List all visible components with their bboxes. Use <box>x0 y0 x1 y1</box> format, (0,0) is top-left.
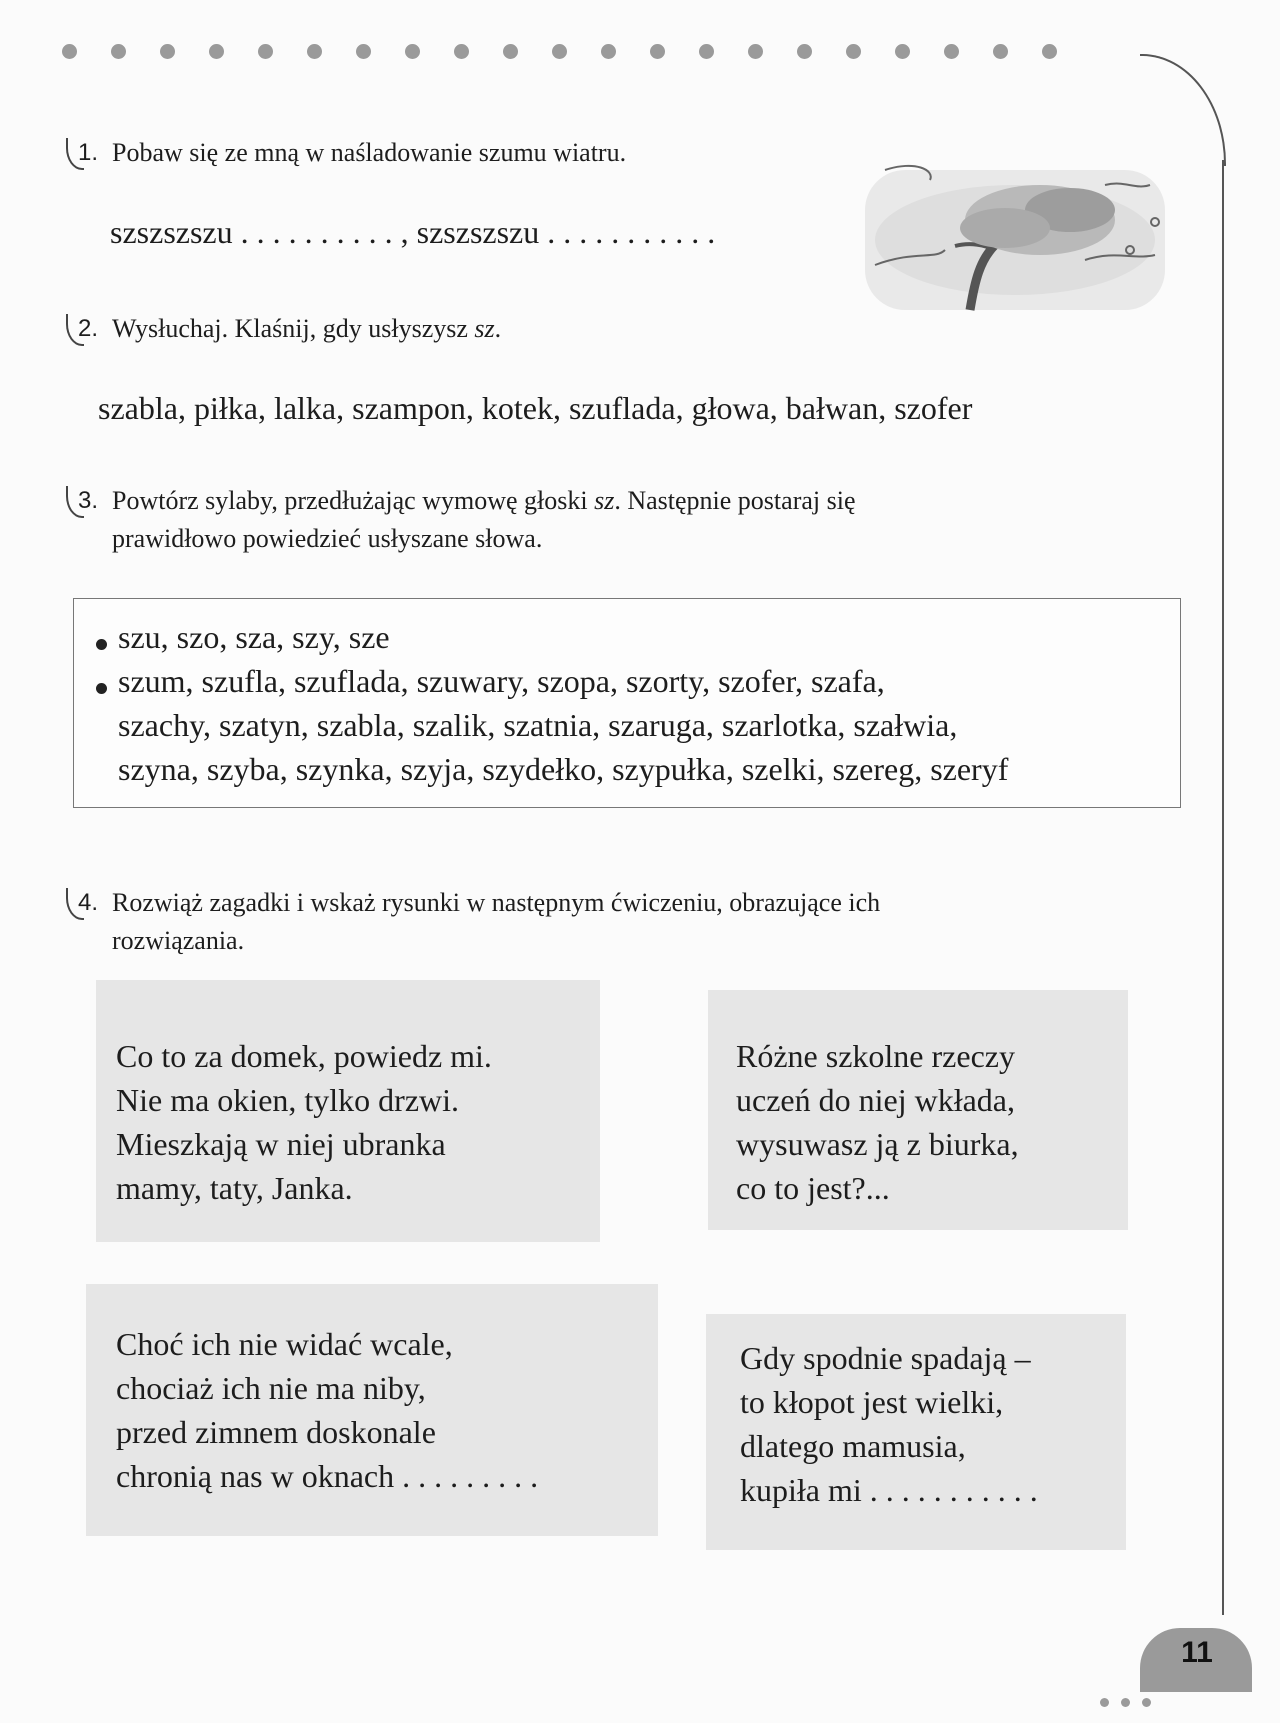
riddle-line: Gdy spodnie spadają – <box>740 1340 1031 1376</box>
decor-dot <box>307 44 322 59</box>
riddle-line: chociaż ich nie ma niby, <box>116 1370 426 1406</box>
decor-dot <box>160 44 175 59</box>
decor-dot <box>1121 1698 1130 1707</box>
decor-dot <box>454 44 469 59</box>
decor-dot <box>552 44 567 59</box>
decor-dot <box>797 44 812 59</box>
wind-sound-line: szszszszu . . . . . . . . . . , szszszszu . . . . . . . . . . . <box>110 214 716 250</box>
sound-sz: sz <box>474 314 495 343</box>
bullet <box>96 683 107 694</box>
exercise-number: 1. <box>78 139 99 166</box>
instruction-text: Powtórz sylaby, przedłużając wymowę głoski <box>112 486 595 515</box>
exercise-instruction-line2: prawidłowo powiedzieć usłyszane słowa. <box>112 524 543 553</box>
decor-dot <box>748 44 763 59</box>
riddle-line: Różne szkolne rzeczy <box>736 1038 1015 1074</box>
decor-dot <box>650 44 665 59</box>
exercise-instruction <box>112 310 501 348</box>
decor-dot <box>601 44 616 59</box>
exercise-number: 4. <box>78 889 99 916</box>
riddle-line: kupiła mi . . . . . . . . . . . <box>740 1472 1038 1508</box>
wind-tree-illustration <box>855 150 1175 320</box>
riddle-line: wysuwasz ją z biurka, <box>736 1126 1019 1162</box>
decor-dot <box>699 44 714 59</box>
bullet <box>96 639 107 650</box>
decor-dot <box>1100 1698 1109 1707</box>
riddle-line: Co to za domek, powiedz mi. <box>116 1038 492 1074</box>
instruction-end: . <box>494 314 502 343</box>
riddle-line: chronią nas w oknach . . . . . . . . . <box>116 1458 539 1494</box>
decor-dot <box>62 44 77 59</box>
decor-dot <box>111 44 126 59</box>
decor-dot <box>993 44 1008 59</box>
decor-dot <box>209 44 224 59</box>
riddle-line: przed zimnem doskonale <box>116 1414 436 1450</box>
word-list: szabla, piłka, lalka, szampon, kotek, szuflada, głowa, bałwan, szofer <box>98 390 973 426</box>
riddle-line: uczeń do niej wkłada, <box>736 1082 1015 1118</box>
riddle-line: Mieszkają w niej ubranka <box>116 1126 446 1162</box>
words-line-3: szyna, szyba, szynka, szyja, szydełko, szypułka, szelki, szereg, szeryf <box>118 751 1009 787</box>
decor-dot <box>503 44 518 59</box>
top-dot-row <box>62 44 1057 59</box>
riddle-line: mamy, taty, Janka. <box>116 1170 353 1206</box>
decor-dot <box>944 44 959 59</box>
sound-sz: sz <box>594 486 615 515</box>
decor-dot <box>846 44 861 59</box>
words-line-1: szum, szufla, szuflada, szuwary, szopa, szorty, szofer, szafa, <box>118 663 885 699</box>
decor-dot <box>895 44 910 59</box>
riddle-line: to kłopot jest wielki, <box>740 1384 1004 1420</box>
page-frame-line <box>1222 160 1224 1615</box>
exercise-number: 2. <box>78 315 99 342</box>
words-line-2: szachy, szatyn, szabla, szalik, szatnia, szaruga, szarlotka, szałwia, <box>118 707 958 743</box>
syllables-line: szu, szo, sza, szy, sze <box>118 619 390 655</box>
decor-dot <box>405 44 420 59</box>
exercise-instruction-line2: rozwiązania. <box>112 926 245 955</box>
exercise-instruction: Rozwiąż zagadki i wskaż rysunki w następnym ćwiczeniu, obrazujące ich <box>112 888 881 917</box>
syllables-box <box>73 598 1181 808</box>
instruction-text: Wysłuchaj. Klaśnij, gdy usłyszysz <box>112 314 475 343</box>
riddle-line: Nie ma okien, tylko drzwi. <box>116 1082 460 1118</box>
decor-dot <box>258 44 273 59</box>
decor-dot <box>356 44 371 59</box>
riddle-line: Choć ich nie widać wcale, <box>116 1326 453 1362</box>
riddle-card-3 <box>86 1284 658 1536</box>
decor-dot <box>1042 44 1057 59</box>
riddle-line: co to jest?... <box>736 1170 890 1206</box>
bottom-dot-row <box>1100 1698 1151 1707</box>
riddle-card-1 <box>96 980 600 1242</box>
exercise-number: 3. <box>78 487 99 514</box>
exercise-instruction: Pobaw się ze mną w naśladowanie szumu wiatru. <box>112 138 627 167</box>
page-number: 11 <box>1181 1636 1213 1669</box>
exercise-instruction <box>112 482 856 520</box>
instruction-text-cont: . Następnie postaraj się <box>614 486 856 515</box>
decor-dot <box>1142 1698 1151 1707</box>
riddle-line: dlatego mamusia, <box>740 1428 966 1464</box>
riddle-card-2 <box>708 990 1128 1230</box>
riddle-card-4 <box>706 1314 1126 1550</box>
